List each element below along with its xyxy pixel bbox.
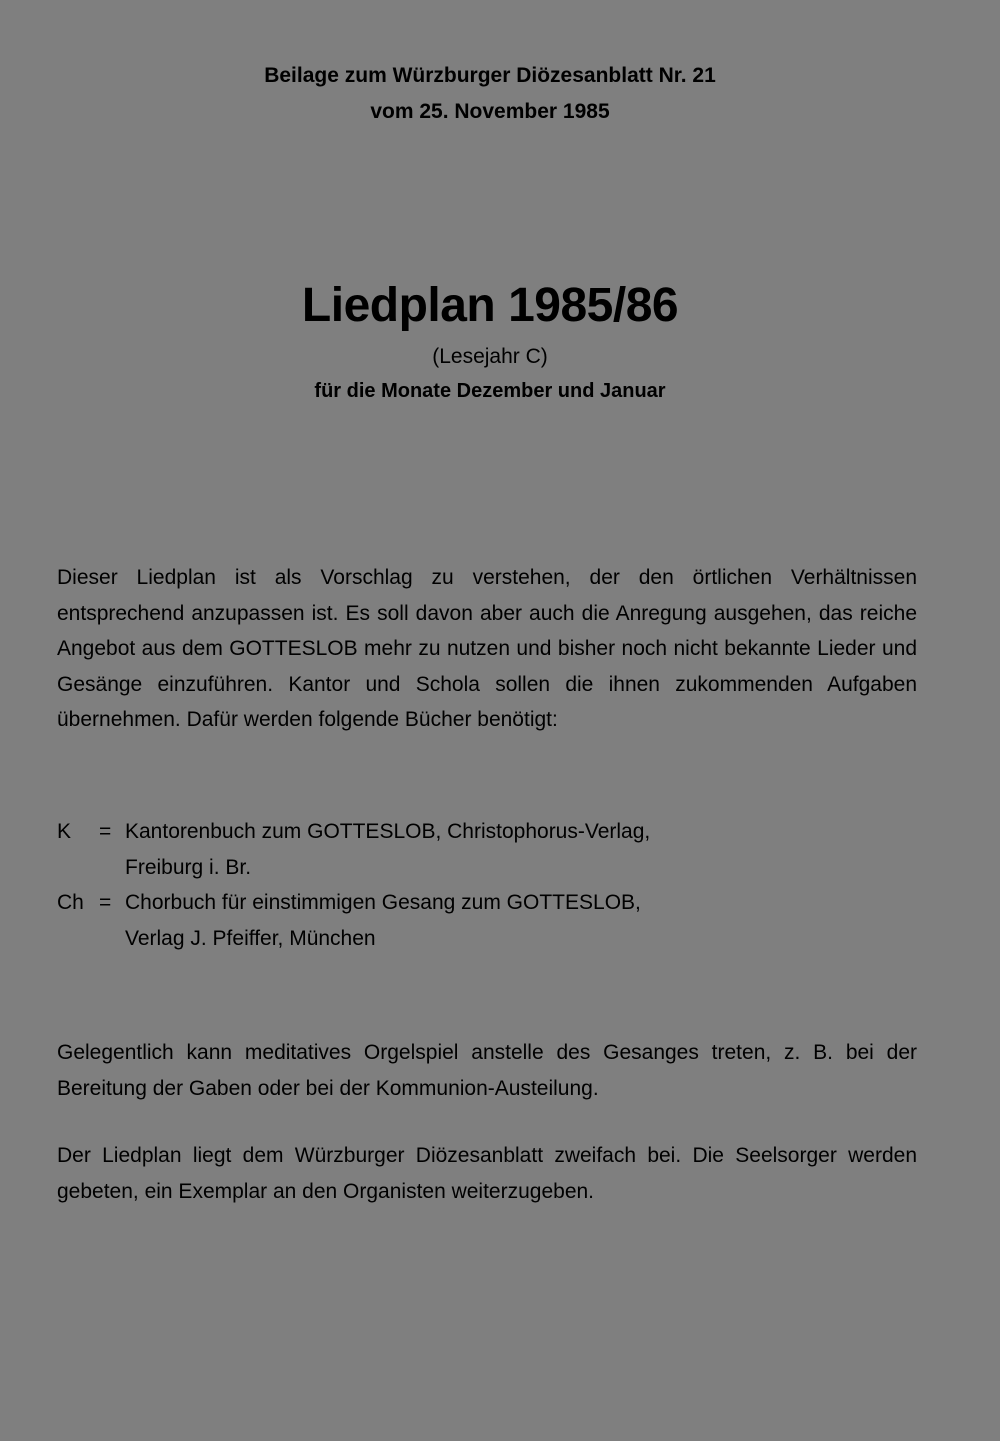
- book-description-line: Freiburg i. Br.: [125, 855, 252, 879]
- page-title: Liedplan 1985/86: [301, 279, 679, 332]
- book-item-chorbuch: [57, 885, 917, 956]
- reading-year: (Lesejahr C): [432, 345, 548, 368]
- equals-sign: =: [99, 820, 112, 843]
- book-description-line: Kantorenbuch zum GOTTESLOB, Christophorus-Verlag,: [125, 820, 651, 843]
- equals-sign: =: [99, 891, 112, 914]
- book-abbreviation: K: [57, 820, 72, 843]
- header-supplement-line: Beilage zum Würzburger Diözesanblatt Nr. 21: [264, 64, 716, 87]
- title-block: [0, 274, 980, 408]
- book-description-line: Verlag J. Pfeiffer, München: [125, 926, 376, 950]
- header: [0, 58, 980, 130]
- book-abbreviation: Ch: [57, 891, 84, 914]
- header-date-line: vom 25. November 1985: [370, 100, 610, 123]
- book-description: [125, 885, 917, 956]
- book-description: [125, 814, 917, 885]
- intro-paragraph: Dieser Liedplan ist als Vorschlag zu verstehen, der den örtlichen Verhältnissen entsprechend anzupassen ist. Es soll davon aber auch die Anregung ausgehen, das reiche Angebot aus dem GOTTESLOB mehr zu nutzen und bisher noch nicht bekannte Lieder und Gesänge einzuführen. Kantor und Schola sollen die ihnen zukommenden Aufgaben übernehmen. Dafür werden folgende Bücher benötigt:: [57, 566, 917, 731]
- book-list: [57, 814, 917, 956]
- book-item-kantorenbuch: [57, 814, 917, 885]
- distribution-note-paragraph: Der Liedplan liegt dem Würzburger Diözesanblatt zweifach bei. Die Seelsorger werden gebeten, ein Exemplar an den Organisten weiterzugeben.: [57, 1144, 917, 1203]
- months-subtitle: für die Monate Dezember und Januar: [314, 380, 666, 402]
- organ-note-paragraph: Gelegentlich kann meditatives Orgelspiel anstelle des Gesanges treten, z. B. bei der Bereitung der Gaben oder bei der Kommunion-Austeilung.: [57, 1041, 917, 1100]
- book-description-line: Chorbuch für einstimmigen Gesang zum GOTTESLOB,: [125, 891, 641, 914]
